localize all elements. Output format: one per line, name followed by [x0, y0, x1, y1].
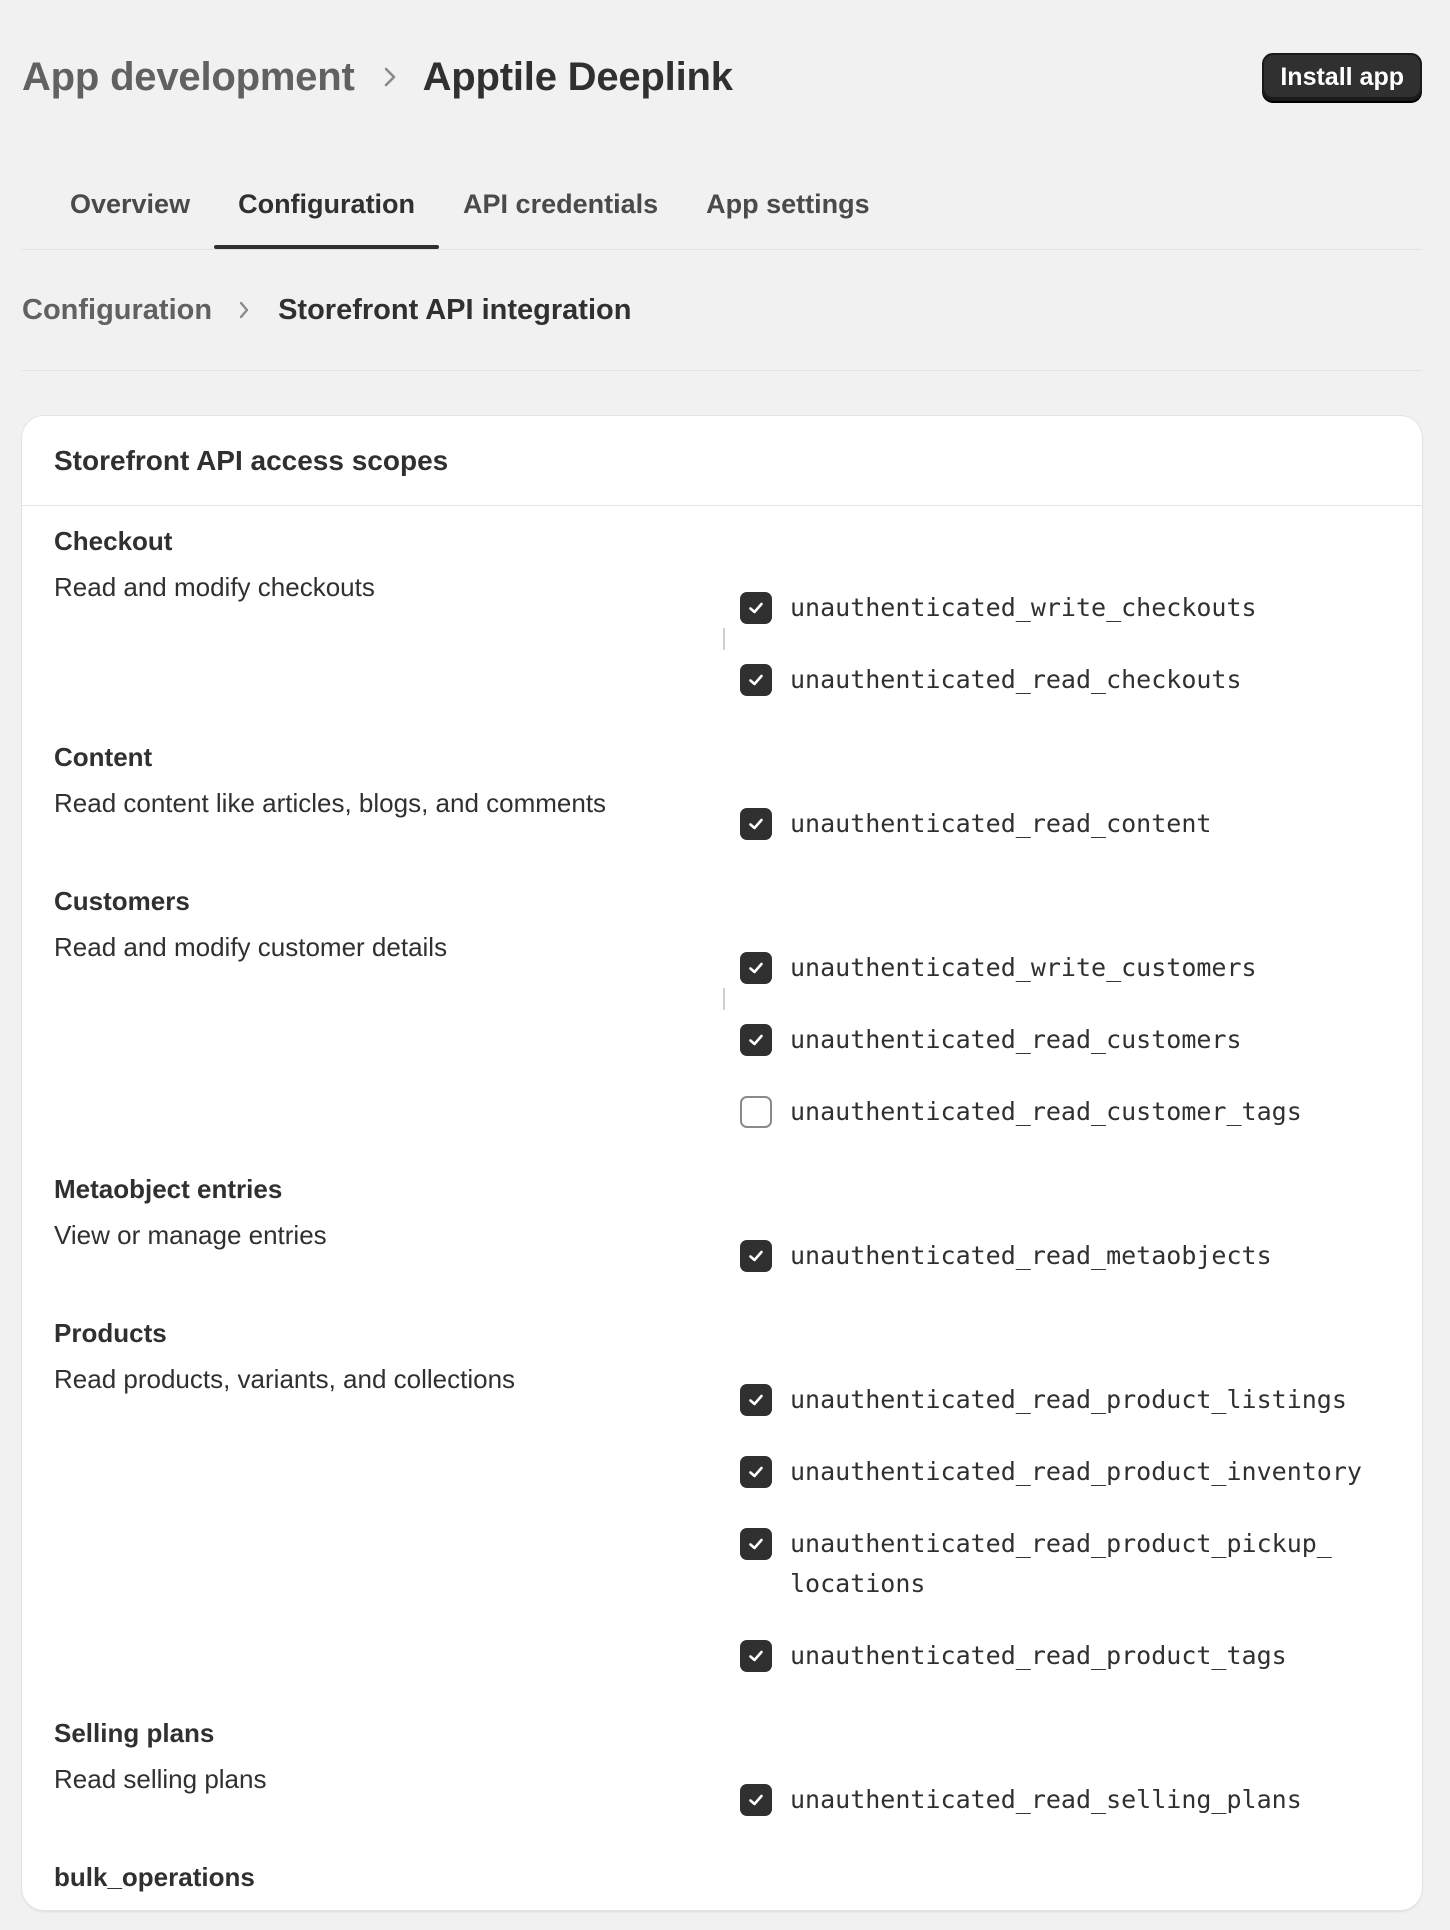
section-heading: Customers	[54, 886, 190, 916]
scope-checkbox-row[interactable]	[740, 808, 1211, 844]
scope-connector	[723, 628, 725, 650]
section-heading: Content	[54, 742, 153, 772]
section-heading: Products	[54, 1318, 167, 1348]
scope-name: unauthenticated_read_checkouts	[790, 665, 1242, 694]
scope-section-bulk-operations	[54, 1862, 1390, 1893]
checkbox-checked[interactable]	[740, 664, 772, 696]
scope-checkbox-row[interactable]	[740, 1456, 1362, 1492]
scope-checkbox-row[interactable]	[740, 1784, 1302, 1820]
scope-section-products	[54, 1318, 1390, 1670]
section-description: View or manage entries	[54, 1220, 327, 1250]
page-header	[22, 42, 1422, 112]
tab-api-credentials[interactable]: API credentials	[463, 189, 659, 219]
chevron-right-icon	[383, 66, 397, 88]
section-description: Read and modify customer details	[54, 932, 448, 962]
breadcrumb	[22, 250, 1422, 371]
section-description: Read products, variants, and collections	[54, 1364, 516, 1394]
scope-checkbox-row[interactable]	[740, 1096, 1302, 1132]
scope-name: unauthenticated_read_metaobjects	[790, 1241, 1272, 1270]
checkbox-checked[interactable]	[740, 1784, 772, 1816]
checkmark-icon	[746, 958, 766, 978]
checkbox-unchecked[interactable]	[740, 1096, 772, 1128]
section-heading: Checkout	[54, 526, 173, 556]
chevron-right-icon	[238, 301, 250, 319]
tab-configuration[interactable]: Configuration	[214, 160, 439, 249]
card-header	[22, 416, 1422, 506]
checkbox-checked[interactable]	[740, 1528, 772, 1560]
section-title: Storefront API integration	[278, 293, 632, 326]
checkmark-icon	[746, 814, 766, 834]
scope-section-customers	[54, 886, 1390, 1126]
scope-connector	[723, 988, 725, 1010]
scope-name: unauthenticated_read_product_listings	[790, 1385, 1347, 1414]
scope-section-content	[54, 742, 1390, 838]
tab-bar	[22, 160, 1422, 250]
scope-checkbox-row[interactable]	[740, 1024, 1242, 1060]
scope-checkbox-row[interactable]	[740, 1384, 1347, 1420]
checkmark-icon	[746, 1462, 766, 1482]
scope-checkbox-row[interactable]	[740, 1528, 1332, 1604]
section-description: Read and modify checkouts	[54, 572, 375, 602]
scope-checkbox-row[interactable]	[740, 1640, 1287, 1676]
scope-name: unauthenticated_read_customer_tags	[790, 1097, 1302, 1126]
checkmark-icon	[746, 1390, 766, 1410]
card-title: Storefront API access scopes	[54, 444, 449, 476]
checkbox-checked[interactable]	[740, 1024, 772, 1056]
scope-checkbox-row[interactable]	[740, 952, 1257, 988]
section-heading: bulk_operations	[54, 1862, 255, 1892]
section-heading: Metaobject entries	[54, 1174, 283, 1204]
section-description: Read content like articles, blogs, and comments	[54, 788, 607, 818]
checkbox-checked[interactable]	[740, 952, 772, 984]
checkmark-icon	[746, 598, 766, 618]
scope-name: unauthenticated_read_product_tags	[790, 1641, 1287, 1670]
scope-name: unauthenticated_read_content	[790, 809, 1212, 838]
checkmark-icon	[746, 1534, 766, 1554]
scope-name: unauthenticated_write_checkouts	[790, 593, 1257, 622]
scope-section-checkout	[54, 526, 1390, 694]
checkbox-checked[interactable]	[740, 808, 772, 840]
checkmark-icon	[746, 1646, 766, 1666]
scope-name: unauthenticated_write_customers	[790, 953, 1257, 982]
checkbox-checked[interactable]	[740, 1384, 772, 1416]
scope-section-selling-plans	[54, 1718, 1390, 1814]
tab-app-settings[interactable]: App settings	[706, 189, 870, 219]
checkbox-checked[interactable]	[740, 1456, 772, 1488]
scope-name: unauthenticated_read_product_inventory	[790, 1457, 1362, 1486]
scope-name: unauthenticated_read_selling_plans	[790, 1785, 1302, 1814]
access-scopes-card	[22, 416, 1422, 1910]
checkmark-icon	[746, 1790, 766, 1810]
section-heading: Selling plans	[54, 1718, 215, 1748]
page-title: Apptile Deeplink	[422, 54, 733, 99]
checkbox-checked[interactable]	[740, 1640, 772, 1672]
scope-checkbox-row[interactable]	[740, 592, 1257, 628]
install-app-button[interactable]: Install app	[1262, 53, 1422, 101]
checkbox-checked[interactable]	[740, 592, 772, 624]
scope-checkbox-row[interactable]	[740, 1240, 1272, 1276]
checkmark-icon	[746, 670, 766, 690]
checkmark-icon	[746, 1246, 766, 1266]
checkmark-icon	[746, 1030, 766, 1050]
scope-name: unauthenticated_read_customers	[790, 1025, 1242, 1054]
checkbox-checked[interactable]	[740, 1240, 772, 1272]
scope-section-metaobjects	[54, 1174, 1390, 1270]
tab-overview[interactable]: Overview	[70, 189, 191, 219]
scope-name: unauthenticated_read_product_pickup_ locations	[790, 1529, 1332, 1598]
scope-checkbox-row[interactable]	[740, 664, 1242, 700]
breadcrumb-configuration[interactable]: Configuration	[22, 293, 213, 326]
section-description: Read selling plans	[54, 1764, 267, 1794]
breadcrumb-app-development[interactable]: App development	[22, 54, 355, 99]
